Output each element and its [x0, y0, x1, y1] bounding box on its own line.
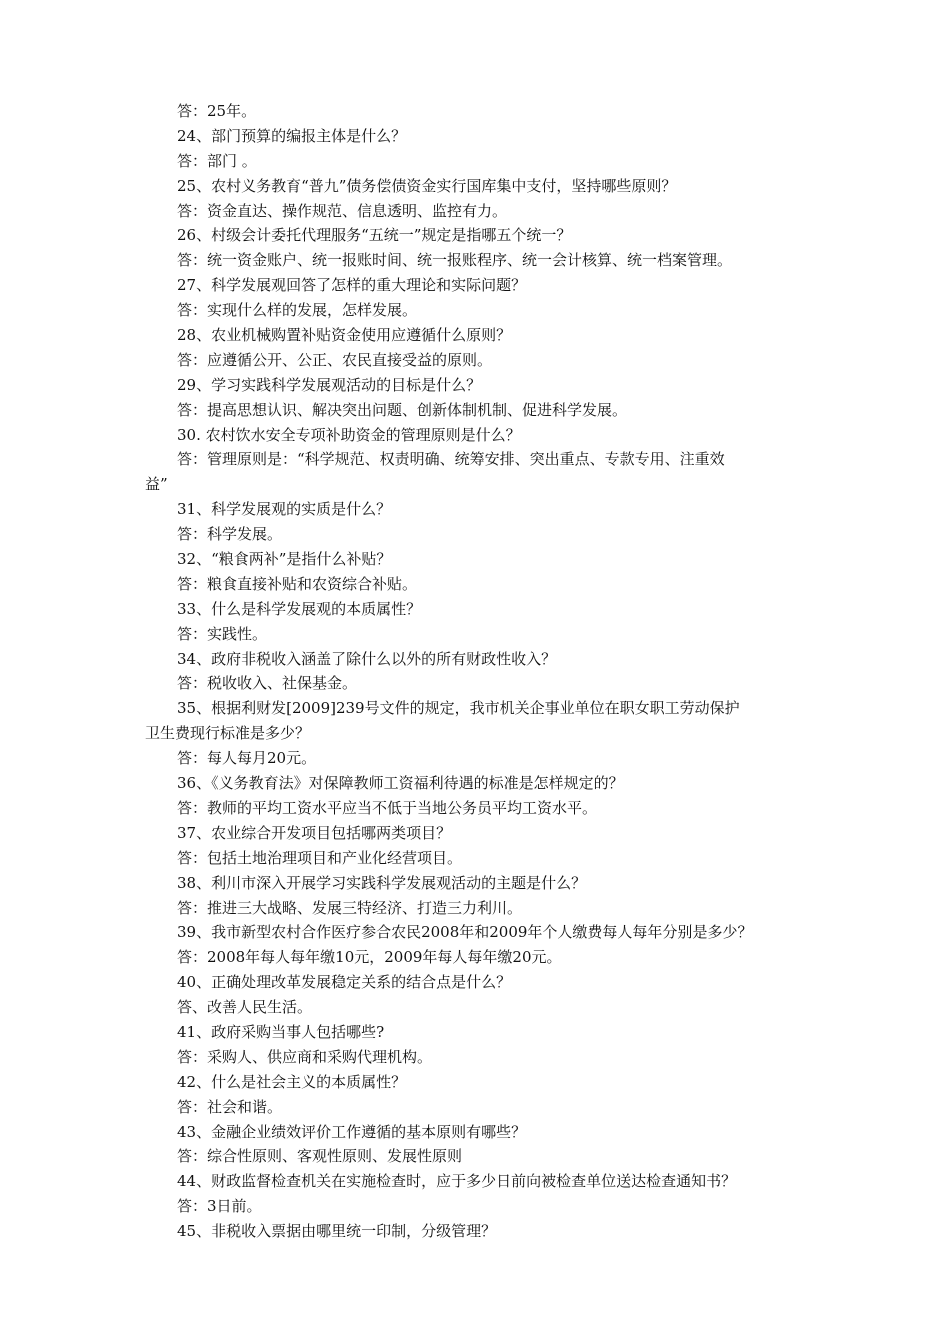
text-line: 答：教师的平均工资水平应当不低于当地公务员平均工资水平。 — [177, 798, 598, 817]
text-line: 答：应遵循公开、公正、农民直接受益的原则。 — [177, 350, 493, 369]
text-line-continuation: 卫生费现行标准是多少？ — [145, 724, 311, 743]
text-line: 答：推进三大战略、发展三特经济、打造三力利川。 — [177, 898, 523, 917]
text-line: 35、根据利财发[2009]239号文件的规定，我市机关企事业单位在职女职工劳动保护 — [177, 699, 740, 718]
text-line: 34、政府非税收入涵盖了除什么以外的所有财政性收入？ — [177, 649, 557, 668]
text-line: 26、村级会计委托代理服务“五统一”规定是指哪五个统一？ — [177, 226, 572, 245]
text-line: 答：科学发展。 — [177, 525, 283, 544]
text-line: 40、正确处理改革发展稳定关系的结合点是什么？ — [177, 973, 512, 992]
text-line: 38、利川市深入开展学习实践科学发展观活动的主题是什么？ — [177, 873, 587, 892]
text-line: 答：管理原则是：“科学规范、权责明确、统筹安排、突出重点、专款专用、注重效 — [177, 450, 725, 469]
text-line: 30. 农村饮水安全专项补助资金的管理原则是什么？ — [177, 425, 521, 444]
text-line: 25、农村义务教育“普九”债务偿债资金实行国库集中支付，坚持哪些原则？ — [177, 176, 677, 195]
text-line: 答：粮食直接补贴和农资综合补贴。 — [177, 574, 418, 593]
text-line: 28、农业机械购置补贴资金使用应遵循什么原则？ — [177, 326, 512, 345]
text-line: 45、非税收入票据由哪里统一印制，分级管理？ — [177, 1222, 497, 1241]
text-line: 答：税收收入、社保基金。 — [177, 674, 358, 693]
text-line: 答：社会和谐。 — [177, 1097, 283, 1116]
text-line: 答：包括土地治理项目和产业化经营项目。 — [177, 848, 463, 867]
text-line: 答：3日前。 — [177, 1197, 262, 1216]
text-line: 33、什么是科学发展观的本质属性？ — [177, 599, 422, 618]
text-line: 29、学习实践科学发展观活动的目标是什么？ — [177, 375, 482, 394]
text-line: 44、财政监督检查机关在实施检查时，应于多少日前向被检查单位送达检查通知书？ — [177, 1172, 737, 1191]
text-line: 36、《义务教育法》对保障教师工资福利待遇的标准是怎样规定的？ — [177, 774, 624, 793]
text-line: 41、政府采购当事人包括哪些? — [177, 1022, 385, 1041]
text-line: 43、金融企业绩效评价工作遵循的基本原则有哪些？ — [177, 1122, 527, 1141]
text-line: 答：采购人、供应商和采购代理机构。 — [177, 1047, 433, 1066]
text-line: 答：25年。 — [177, 102, 257, 120]
qa-text-body — [145, 99, 810, 1244]
text-line: 答：综合性原则、客观性原则、发展性原则 — [177, 1147, 463, 1166]
text-line: 答：统一资金账户、统一报账时间、统一报账程序、统一会计核算、统一档案管理。 — [177, 251, 733, 270]
text-line: 答：每人每月20元。 — [177, 749, 317, 768]
text-line: 答：实践性。 — [177, 624, 268, 643]
text-line: 24、部门预算的编报主体是什么？ — [177, 126, 407, 145]
text-line: 答：2008年每人每年缴10元，2009年每人每年缴20元。 — [177, 948, 562, 967]
text-line: 答：部门 。 — [177, 151, 257, 170]
text-line: 32、“粮食两补”是指什么补贴？ — [177, 550, 392, 569]
text-line: 37、农业综合开发项目包括哪两类项目？ — [177, 823, 452, 842]
text-line: 答：资金直达、操作规范、信息透明、监控有力。 — [177, 201, 508, 220]
text-line: 39、我市新型农村合作医疗参合农民2008年和2009年个人缴费每人每年分别是多少？ — [177, 923, 753, 942]
text-line: 31、科学发展观的实质是什么？ — [177, 500, 392, 519]
text-line: 答、改善人民生活。 — [177, 998, 313, 1017]
text-line-continuation: 益” — [145, 475, 168, 494]
text-line: 答：提高思想认识、解决突出问题、创新体制机制、促进科学发展。 — [177, 400, 628, 419]
text-line: 答：实现什么样的发展，怎样发展。 — [177, 301, 418, 320]
text-line: 42、什么是社会主义的本质属性？ — [177, 1072, 407, 1091]
text-line: 27、科学发展观回答了怎样的重大理论和实际问题？ — [177, 276, 527, 295]
